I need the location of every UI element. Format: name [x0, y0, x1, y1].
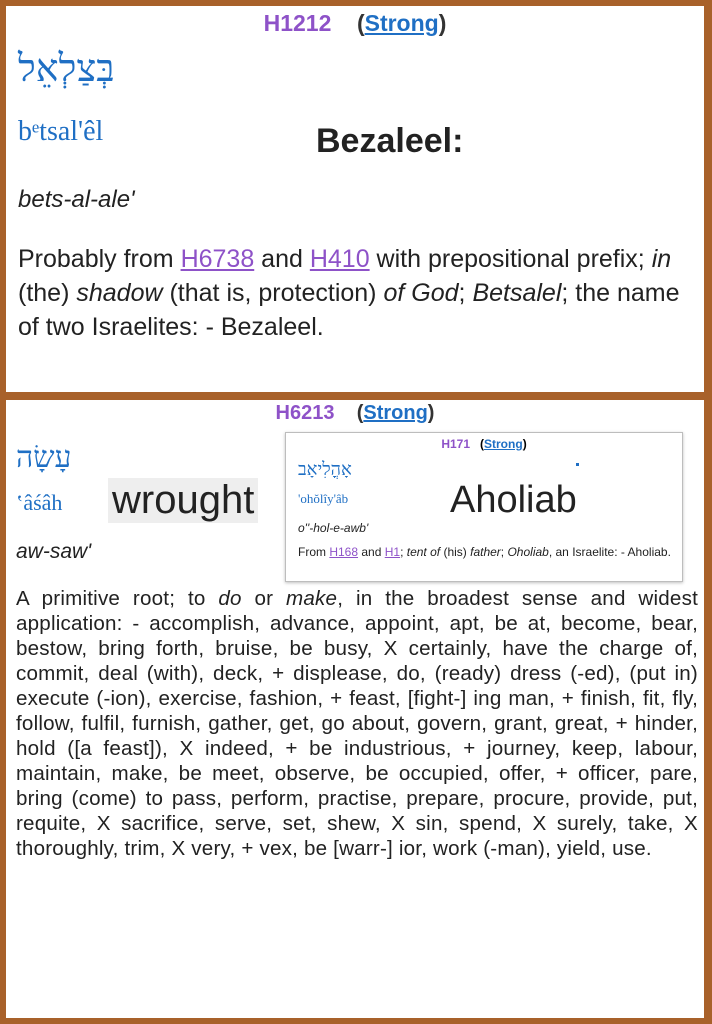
def-text: and	[254, 245, 310, 273]
def-text: From	[298, 545, 330, 559]
gloss-word: Aholiab	[450, 479, 577, 521]
def-italic: of God	[383, 279, 459, 307]
def-text: ;	[500, 545, 508, 559]
pronunciation: aw-saw'	[16, 540, 92, 563]
link-h1[interactable]: H1	[384, 545, 401, 559]
link-h168[interactable]: H168	[329, 545, 359, 559]
transliteration: bᵉtsal'êl	[18, 116, 104, 147]
def-italic: Oholiab	[507, 545, 549, 559]
definition-text	[16, 586, 698, 861]
def-italic: tent of	[406, 545, 441, 559]
hebrew-word: אָהֳלִיאָב	[298, 459, 352, 480]
paren-close: )	[438, 10, 447, 36]
strong-link[interactable]: Strong	[484, 437, 523, 451]
transliteration: ‛âśâh	[16, 490, 63, 515]
entry-header	[6, 402, 704, 425]
def-text: or	[241, 587, 287, 610]
def-italic: do	[218, 587, 242, 610]
gloss-word: wrought	[108, 478, 258, 523]
hebrew-word: עָשָׂה	[16, 440, 72, 475]
pronunciation: bets-al-ale'	[18, 186, 135, 213]
def-italic: make	[286, 587, 338, 610]
paren-close: )	[427, 402, 435, 424]
hebrew-word: בְּצַלְאֵל	[18, 46, 115, 90]
def-italic: shadow	[76, 279, 163, 307]
def-text: , in the broadest sense and widest application: - accomplish, advance, appoint, apt, be at, become, bear, bestow, bring forth, bruise, be busy, X certainly, have the charge of, commit, deal (with), deck, + displease, do, (ready) dress (-ed), (put in) execute (-ion), exercise, fashion, + feast, [fight-] ing man, + finish, fit, fly, follow, fulfil, furnish, gather, get, go about, govern, grant, great, + hinder, hold ([a feast]), X indeed, + be industrious, + journey, keep, labour, maintain, make, be meet, observe, be occupied, offer, + officer, pare, bring (come) to pass, perform, practise, prepare, procure, provide, put, requite, X sacrifice, serve, set, shew, X sin, spend, X surely, take, X thoroughly, trim, X very, + vex, be [warr-] ior, work (-man), yield, use.	[16, 587, 698, 860]
definition-text	[18, 242, 694, 344]
strong-number: H1212	[263, 10, 332, 36]
strong-link[interactable]: Strong	[363, 402, 428, 424]
def-text: ;	[400, 545, 407, 559]
def-italic: Betsalel	[472, 279, 562, 307]
entry-header	[6, 10, 704, 37]
strong-link[interactable]: Strong	[364, 10, 439, 36]
entry-popup-h171	[285, 432, 683, 582]
pronunciation: o''-hol-e-awb'	[298, 521, 369, 535]
def-text: Probably from	[18, 245, 181, 273]
def-italic: in	[651, 245, 672, 273]
link-h410[interactable]: H410	[309, 245, 370, 273]
gloss-word: Bezaleel:	[316, 122, 464, 160]
popup-header	[286, 437, 682, 451]
def-text: (that is, protection)	[162, 279, 384, 307]
def-text: ;	[458, 279, 473, 307]
def-text: (his)	[440, 545, 471, 559]
def-text: (the)	[18, 279, 77, 307]
transliteration: 'ohŏlîy'âb	[298, 491, 349, 506]
def-text: with prepositional prefix;	[369, 245, 652, 273]
dot-mark	[576, 463, 579, 466]
paren-open: (	[480, 437, 485, 451]
def-text: , an Israelite: - Aholiab.	[548, 545, 671, 559]
def-text: and	[358, 545, 385, 559]
def-italic: father	[470, 545, 501, 559]
def-text: ; the name of two Israelites: - Bezaleel.	[18, 279, 680, 341]
paren-close: )	[522, 437, 527, 451]
link-h6738[interactable]: H6738	[180, 245, 255, 273]
entry-panel-h1212	[6, 6, 704, 392]
paren-open: (	[356, 10, 365, 36]
strong-number: H171	[441, 437, 470, 451]
paren-open: (	[356, 402, 364, 424]
definition-text	[298, 545, 676, 560]
strong-number: H6213	[275, 402, 335, 424]
def-text: A primitive root; to	[16, 587, 219, 610]
